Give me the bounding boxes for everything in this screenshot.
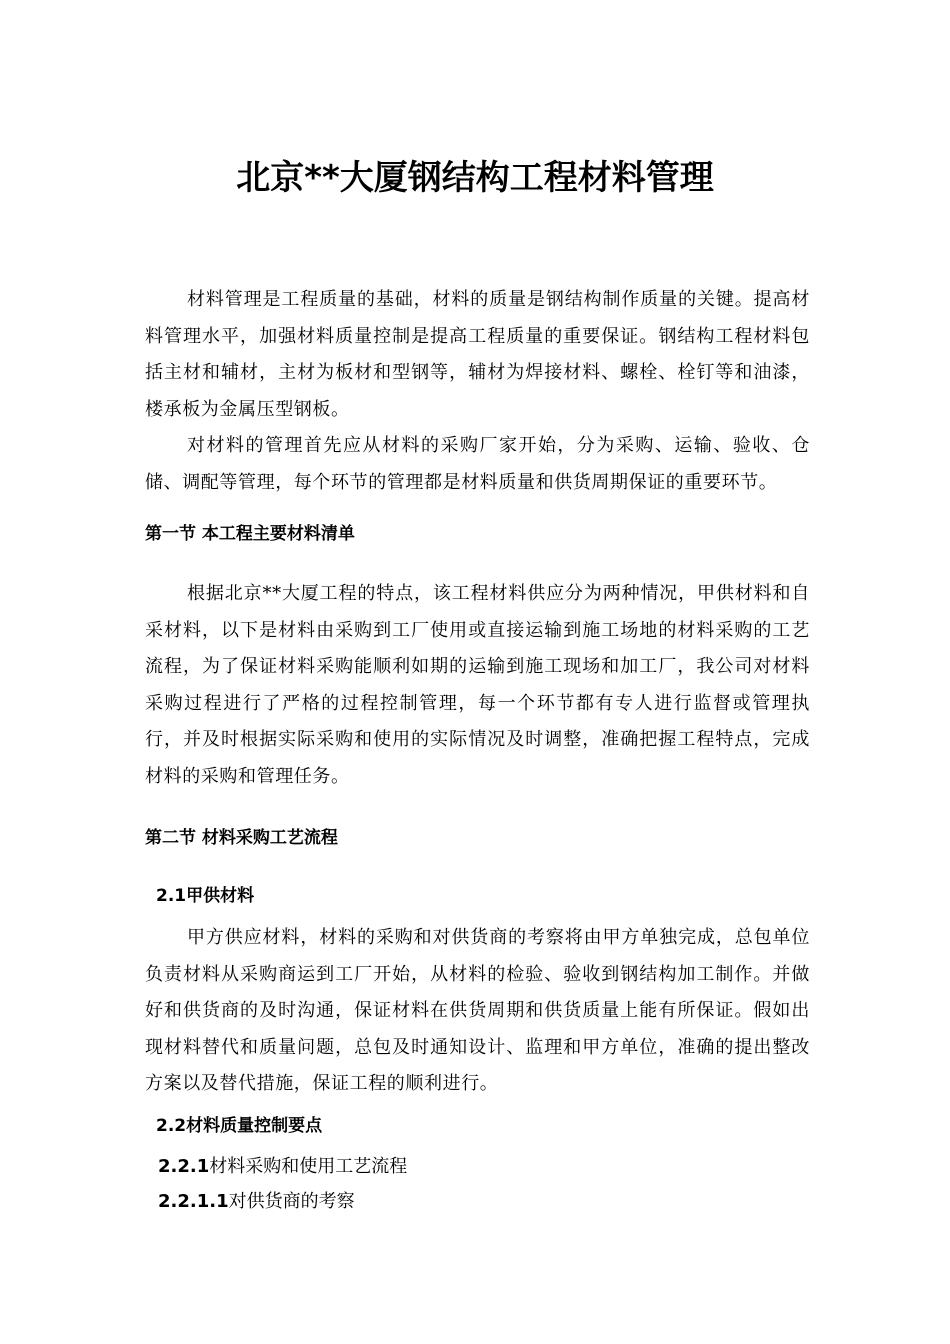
subsection-2-2-1-heading — [158, 1153, 407, 1181]
subsection-2-1-title: 甲供材料 — [186, 886, 255, 906]
subsection-2-1-number: 2.1 — [156, 886, 187, 906]
section-1-paragraph: 根据北京**大厦工程的特点，该工程材料供应分为两种情况，甲供材料和自采材料，以下是材料由采购到工厂使用或直接运输到施工场地的材料采购的工艺流程，为了保证材料采购能顺利如期的运输到施工现场和加工厂，我公司对材料采购过程进行了严格的过程控制管理，每一个环节都有专人进行监督或管理执行，并及时根据实际采购和使用的实际情况及时调整，准确把握工程特点，完成材料的采购和管理任务。 — [145, 583, 810, 787]
subsection-2-1-heading — [156, 882, 254, 910]
subsection-2-2-1-1-heading — [158, 1188, 355, 1216]
intro-paragraph-2: 对材料的管理首先应从材料的采购厂家开始，分为采购、运输、验收、仓储、调配等管理，每个环节的管理都是材料质量和供货周期保证的重要环节。 — [145, 435, 810, 493]
document-title: 北京**大厦钢结构工程材料管理 — [236, 158, 714, 198]
subsection-2-1-paragraph: 甲方供应材料，材料的采购和对供货商的考察将由甲方单独完成，总包单位负责材料从采购商运到工厂开始，从材料的检验、验收到钢结构加工制作。并做好和供货商的及时沟通，保证材料在供货周期和供货质量上能有所保证。假如出现材料替代和质量问题，总包及时通知设计、监理和甲方单位，准确的提出整改方案以及替代措施，保证工程的顺利进行。 — [145, 927, 810, 1094]
intro-paragraph-1: 材料管理是工程质量的基础，材料的质量是钢结构制作质量的关键。提高材料管理水平，加强材料质量控制是提高工程质量的重要保证。钢结构工程材料包括主材和辅材，主材为板材和型钢等，辅材为焊接材料、螺栓、栓钉等和油漆，楼承板为金属压型钢板。 — [145, 289, 810, 420]
subsection-2-2-1-1-title: 对供货商的考察 — [228, 1191, 355, 1212]
section-1-heading: 第一节 本工程主要材料清单 — [145, 524, 355, 544]
subsection-2-2-1-number: 2.2.1 — [158, 1156, 210, 1177]
subsection-2-2-1-title: 材料采购和使用工艺流程 — [209, 1156, 408, 1177]
section-2-heading: 第二节 材料采购工艺流程 — [145, 828, 338, 848]
subsection-2-2-number: 2.2 — [156, 1116, 187, 1136]
subsection-2-2-heading — [156, 1112, 322, 1140]
subsection-2-2-1-1-number: 2.2.1.1 — [158, 1191, 229, 1212]
subsection-2-2-title: 材料质量控制要点 — [186, 1116, 323, 1136]
